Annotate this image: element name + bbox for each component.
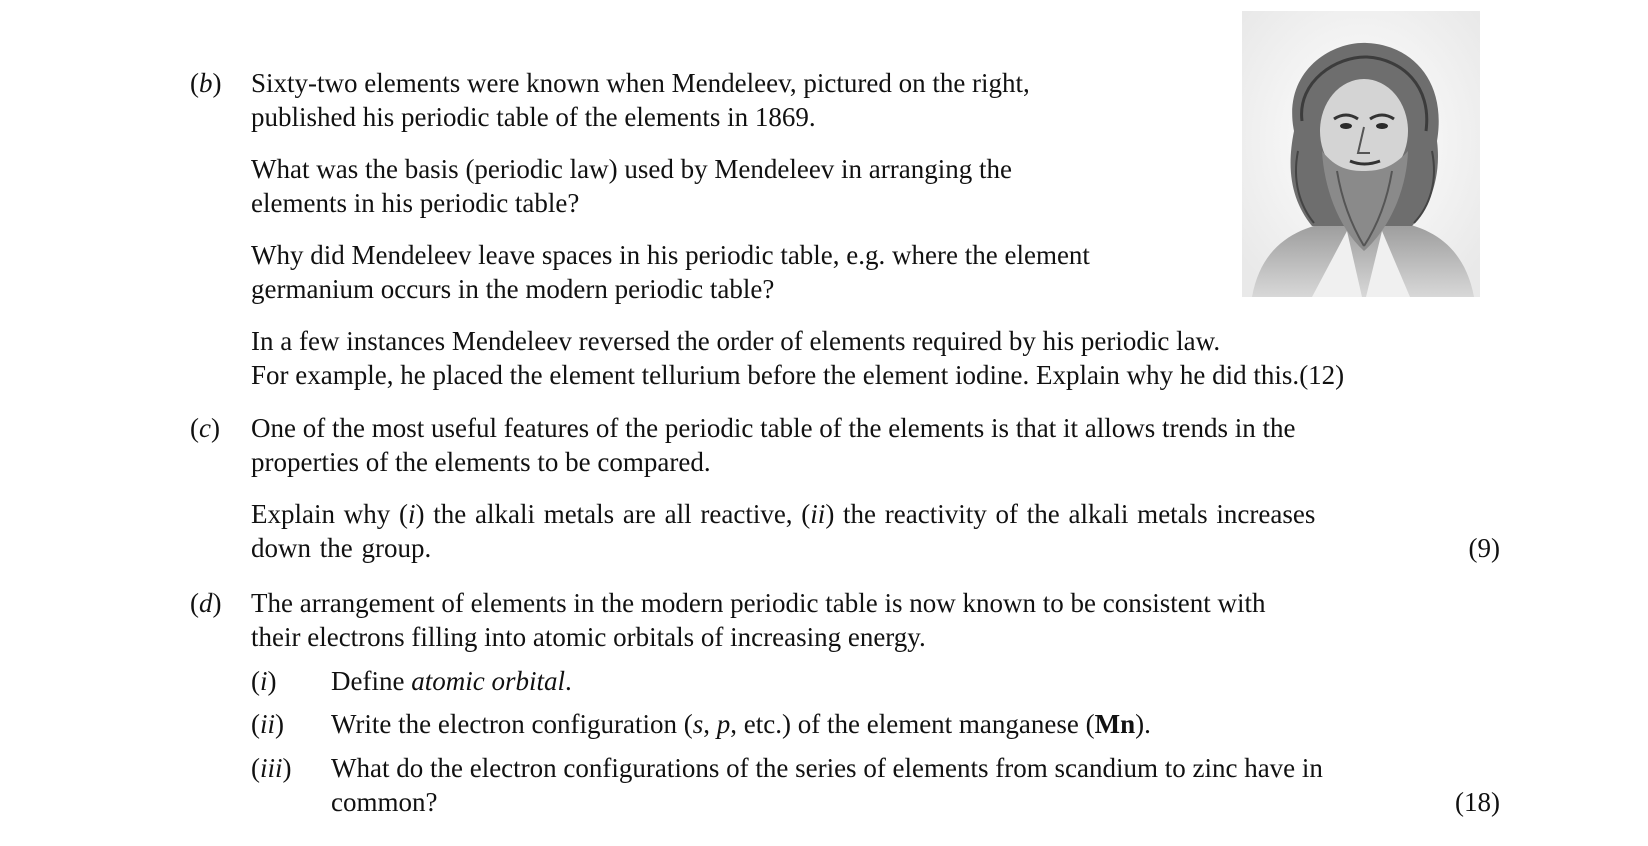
part-d-sub-iii-line-2: common?: [331, 787, 438, 817]
part-c-label: (c): [190, 413, 220, 443]
part-c-p1-line-1: One of the most useful features of the periodic table of the elements is that it allows trends in the: [251, 413, 1296, 443]
part-b-paragraph-4: [251, 324, 1344, 392]
part-d-sub-ii-text: Write the electron configuration (s, p, etc.) of the element manganese (Mn).: [331, 709, 1151, 739]
part-d-paragraph-1: [251, 586, 1265, 654]
part-b-p1-line-2: published his periodic table of the elements in 1869.: [251, 102, 816, 132]
part-b-label: (b): [190, 68, 222, 98]
part-d-sub-iii-text: [331, 751, 1323, 819]
part-c-paragraph-1: [251, 411, 1295, 479]
part-b-paragraph-1: [251, 66, 1030, 134]
part-d-sub-ii-label: (ii): [251, 709, 285, 739]
part-d-label: (d): [190, 588, 222, 618]
part-c-p2-line-2: down the group.: [251, 533, 432, 563]
part-b-p1-line-1: Sixty-two elements were known when Mendeleev, pictured on the right,: [251, 68, 1030, 98]
part-b-paragraph-3: [251, 238, 1090, 306]
part-b-p3-line-2: germanium occurs in the modern periodic table?: [251, 274, 775, 304]
mendeleev-portrait-image: [1242, 11, 1480, 297]
part-b-p3-line-1: Why did Mendeleev leave spaces in his periodic table, e.g. where the element: [251, 240, 1090, 270]
part-c-marks: (9): [1468, 533, 1500, 563]
part-d-sub-i-text: Define atomic orbital.: [331, 666, 572, 696]
part-c-p2-line-1: Explain why (i) the alkali metals are all reactive, (ii) the reactivity of the alkali metals increases: [251, 499, 1316, 529]
part-b-marks: (12): [1299, 360, 1345, 390]
part-b-p4-line-2: For example, he placed the element tellurium before the element iodine. Explain why he did this.(12): [251, 360, 1345, 390]
part-d-sub-i-label: (i): [251, 666, 277, 696]
part-b-p4-line-1: In a few instances Mendeleev reversed the order of elements required by his periodic law.: [251, 326, 1221, 356]
part-d-p1-line-1: The arrangement of elements in the modern periodic table is now known to be consistent with: [251, 588, 1266, 618]
part-c-paragraph-2: [251, 497, 1315, 565]
part-c-p1-line-2: properties of the elements to be compared.: [251, 447, 711, 477]
part-d-marks: (18): [1455, 787, 1500, 817]
part-d-sub-iii-line-1: What do the electron configurations of the series of elements from scandium to zinc have in: [331, 753, 1323, 783]
part-b-p2-line-2: elements in his periodic table?: [251, 188, 580, 218]
part-d-p1-line-2: their electrons filling into atomic orbitals of increasing energy.: [251, 622, 926, 652]
part-b-paragraph-2: [251, 152, 1012, 220]
part-b-p2-line-1: What was the basis (periodic law) used by Mendeleev in arranging the: [251, 154, 1012, 184]
part-d-sub-iii-label: (iii): [251, 753, 292, 783]
